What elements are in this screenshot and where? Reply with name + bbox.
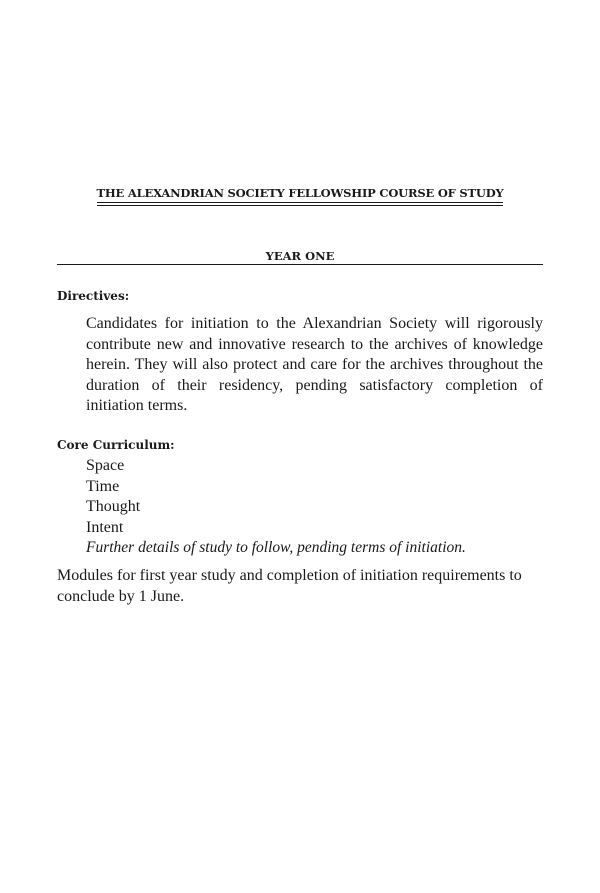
directives-paragraph: Candidates for initiation to the Alexandrian Society will rigorously contribute new and innovative research to the archives of knowledge herein. They will also protect and care for the archives throughout the duration of their residency, pending satisfactory completion of initiation terms.	[86, 315, 543, 414]
directives-heading: Directives:	[57, 289, 130, 303]
section-divider	[57, 264, 543, 265]
core-curriculum-heading: Core Curriculum:	[57, 438, 175, 452]
section-title: YEAR ONE	[265, 249, 335, 263]
document-title-block	[0, 186, 600, 203]
closing-paragraph: Modules for first year study and completion of initiation requirements to conclude by 1 June.	[57, 567, 522, 605]
document-title: THE ALEXANDRIAN SOCIETY FELLOWSHIP COURSE OF STUDY	[97, 186, 504, 203]
curriculum-item: Intent	[86, 518, 124, 536]
curriculum-item: Space	[86, 457, 125, 474]
curriculum-item: Time	[86, 477, 120, 495]
curriculum-item: Thought	[86, 498, 141, 515]
curriculum-note: Further details of study to follow, pending terms of initiation.	[86, 539, 466, 556]
core-curriculum-list	[86, 456, 140, 538]
